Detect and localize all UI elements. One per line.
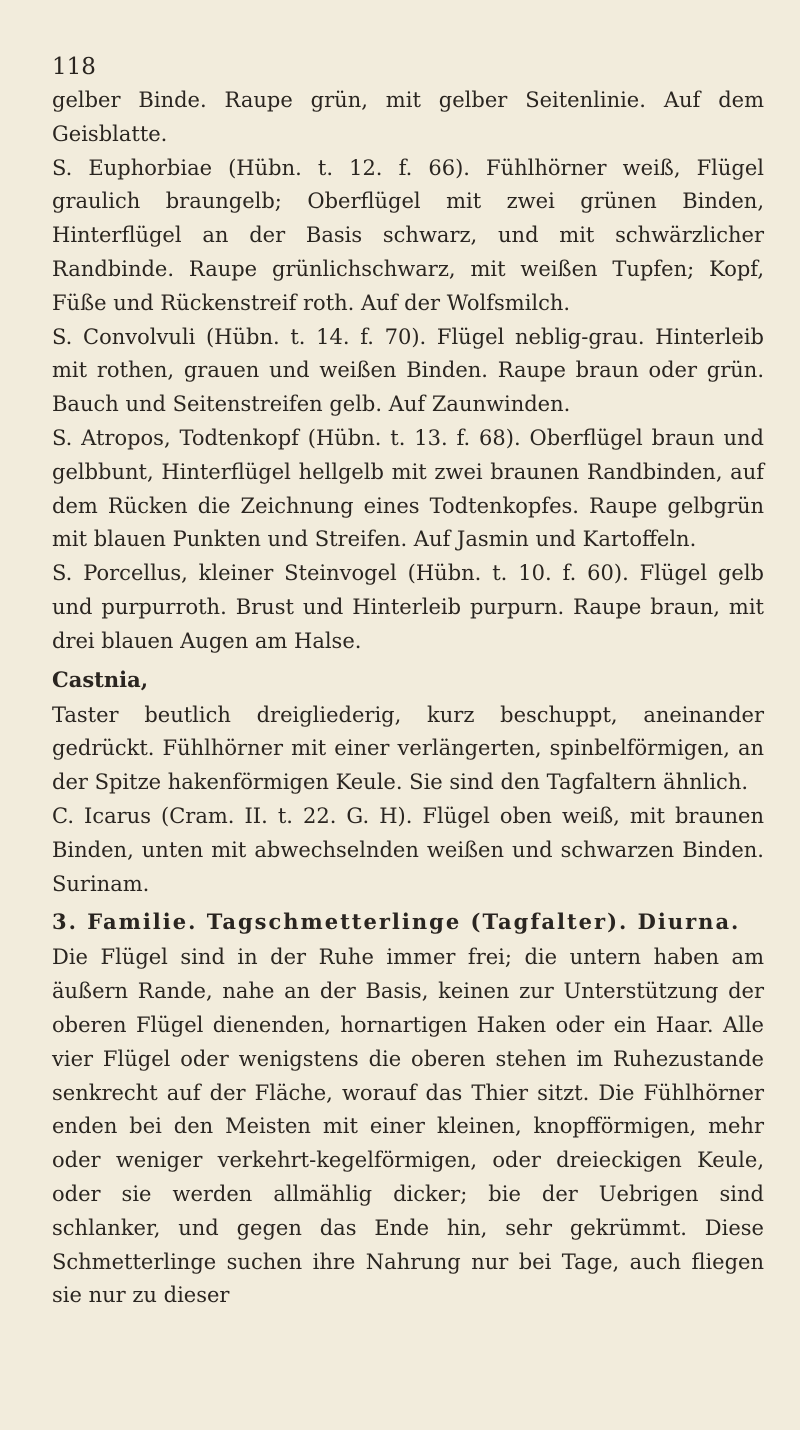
paragraph-atropos: S. Atropos, Todtenkopf (Hübn. t. 13. f. 68). Oberflügel braun und gelbbunt, Hinterflügel hellgelb mit zwei braunen Randbinden, auf dem Rücken die Zeichnung eines Todtenkopfes. Raupe gelbgrün mit blauen Punkten und Streifen. Auf Jasmin und Kartoffeln. (52, 425, 764, 552)
paragraph-porcellus: S. Porcellus, kleiner Steinvogel (Hübn. t. 10. f. 60). Flügel gelb und purpurroth. Brust und Hinterleib purpurn. Raupe braun, mit drei blauen Augen am Halse. (52, 561, 764, 653)
paragraph-castnia-description: Taster beutlich dreigliederig, kurz beschuppt, aneinander gedrückt. Fühlhörner mit einer verlängerten, spinbelförmigen, an der Spitze hakenförmigen Keule. Sie sind den Tagfaltern ähnlich. (52, 702, 764, 795)
paragraph-icarus: C. Icarus (Cram. II. t. 22. G. H). Flügel oben weiß, mit braunen Binden, unten mit abwechselnden weißen und schwarzen Binden. Surinam. (52, 803, 764, 896)
genus-heading-castnia: Castnia, (52, 666, 149, 692)
family-heading-diurna: 3. Familie. Tagschmetterlinge (Tagfalter). Diurna. (52, 909, 741, 935)
page-number: 118 (52, 54, 96, 80)
paragraph-caterpillar-note: gelber Binde. Raupe grün, mit gelber Seitenlinie. Auf dem Geisblatte. (52, 88, 764, 146)
paragraph-diurna-description: Die Flügel sind in der Ruhe immer frei; die untern haben am äußern Rande, nahe an der Basis, keinen zur Unterstützung der oberen Flügel dienenden, hornartigen Haken oder ein Haar. Alle vier Flügel oder wenigstens die oberen stehen im Ruhezustande senkrecht auf der Fläche, worauf das Thier sitzt. Die Fühlhörner enden bei den Meisten mit einer kleinen, knopfförmigen, mehr oder weniger verkehrt-kegelförmigen, oder dreieckigen Keule, oder sie werden allmählig dicker; bie der Uebrigen sind schlanker, und gegen das Ende hin, sehr gekrümmt. Diese Schmetterlinge suchen ihre Nahrung nur bei Tage, auch fliegen sie nur zu dieser (52, 945, 764, 1308)
paragraph-euphorbiae: S. Euphorbiae (Hübn. t. 12. f. 66). Fühlhörner weiß, Flügel graulich braungelb; Oberflügel mit zwei grünen Binden, Hinterflügel an der Basis schwarz, und mit schwärzlicher Randbinde. Raupe grünlichschwarz, mit weißen Tupfen; Kopf, Füße und Rückenstreif roth. Auf der Wolfsmilch. (52, 155, 764, 315)
paragraph-convolvuli: S. Convolvuli (Hübn. t. 14. f. 70). Flügel neblig-grau. Hinterleib mit rothen, grauen und weißen Binden. Raupe braun oder grün. Bauch und Seitenstreifen gelb. Auf Zaunwinden. (52, 324, 764, 417)
